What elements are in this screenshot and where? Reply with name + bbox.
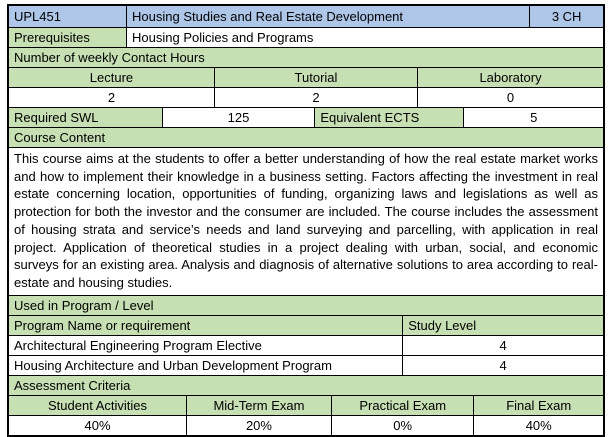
student-activities-header-cell: Student Activities	[9, 396, 186, 415]
credit-hours-cell: 3 CH	[529, 6, 603, 27]
laboratory-value-cell: 0	[417, 88, 603, 107]
contact-hours-value-row	[9, 88, 603, 108]
practical-exam-value-cell: 0%	[331, 416, 474, 435]
assessment-value-row	[9, 416, 603, 435]
assessment-section-header: Assessment Criteria	[9, 376, 603, 395]
prerequisites-value-cell: Housing Policies and Programs	[126, 28, 603, 47]
program-name-cell: Housing Architecture and Urban Development Program	[14, 357, 332, 373]
course-content-row	[9, 148, 603, 296]
course-content-text: This course aims at the students to offer a better understanding of how the real estate market works and how to implement their knowledge in a business setting. Factors affecting the investment in real estate concerning location, opportunities of funding, organizing laws and legislations as well as protection for both the investor and the consumer are included. The course includes the assessment of housing strata and service’s needs and land surveying and parcelling, with application in real project. Application of theoretical studies in a project dealing with urban, social, and economic surveys for an existing area. Analysis and diagnosis of alternative solutions to area according to real-estate and housing studies.	[14, 151, 598, 290]
course-title-cell: Housing Studies and Real Estate Development	[126, 6, 529, 27]
contact-hours-section-header: Number of weekly Contact Hours	[9, 48, 603, 67]
used-in-program-section-header: Used in Program / Level	[9, 296, 603, 315]
equivalent-ects-label-cell: Equivalent ECTS	[314, 108, 463, 127]
course-content-section-row	[9, 128, 603, 148]
tutorial-value-cell: 2	[214, 88, 417, 107]
program-header-row	[9, 316, 603, 336]
program-row	[9, 356, 603, 376]
laboratory-header-cell: Laboratory	[417, 68, 603, 87]
required-swl-value-cell: 125	[162, 108, 315, 127]
course-content-section-header: Course Content	[9, 128, 603, 147]
workload-row	[9, 108, 603, 128]
study-level-header-cell: Study Level	[402, 316, 603, 335]
final-exam-header-cell: Final Exam	[473, 396, 602, 415]
practical-exam-header-cell: Practical Exam	[331, 396, 474, 415]
contact-hours-section-row	[9, 48, 603, 68]
mid-term-exam-header-cell: Mid-Term Exam	[186, 396, 331, 415]
lecture-header-cell: Lecture	[9, 68, 214, 87]
program-name-cell: Architectural Engineering Program Elective	[14, 337, 262, 353]
assessment-header-row	[9, 396, 603, 416]
program-name-header-cell: Program Name or requirement	[9, 316, 402, 335]
course-header-row	[9, 6, 603, 28]
program-row	[9, 336, 603, 356]
required-swl-label-cell: Required SWL	[9, 108, 162, 127]
study-level-cell: 4	[402, 336, 603, 355]
equivalent-ects-value-cell: 5	[463, 108, 603, 127]
assessment-section-row	[9, 376, 603, 396]
mid-term-exam-value-cell: 20%	[186, 416, 331, 435]
prerequisites-row	[9, 28, 603, 48]
tutorial-header-cell: Tutorial	[214, 68, 417, 87]
course-code-cell: UPL451	[9, 6, 126, 27]
prerequisites-label-cell: Prerequisites	[9, 28, 126, 47]
study-level-cell: 4	[402, 356, 603, 375]
contact-hours-header-row	[9, 68, 603, 88]
course-description-table	[7, 4, 605, 437]
lecture-value-cell: 2	[107, 90, 116, 105]
final-exam-value-cell: 40%	[473, 416, 602, 435]
used-in-program-section-row	[9, 296, 603, 316]
student-activities-value-cell: 40%	[84, 417, 111, 433]
